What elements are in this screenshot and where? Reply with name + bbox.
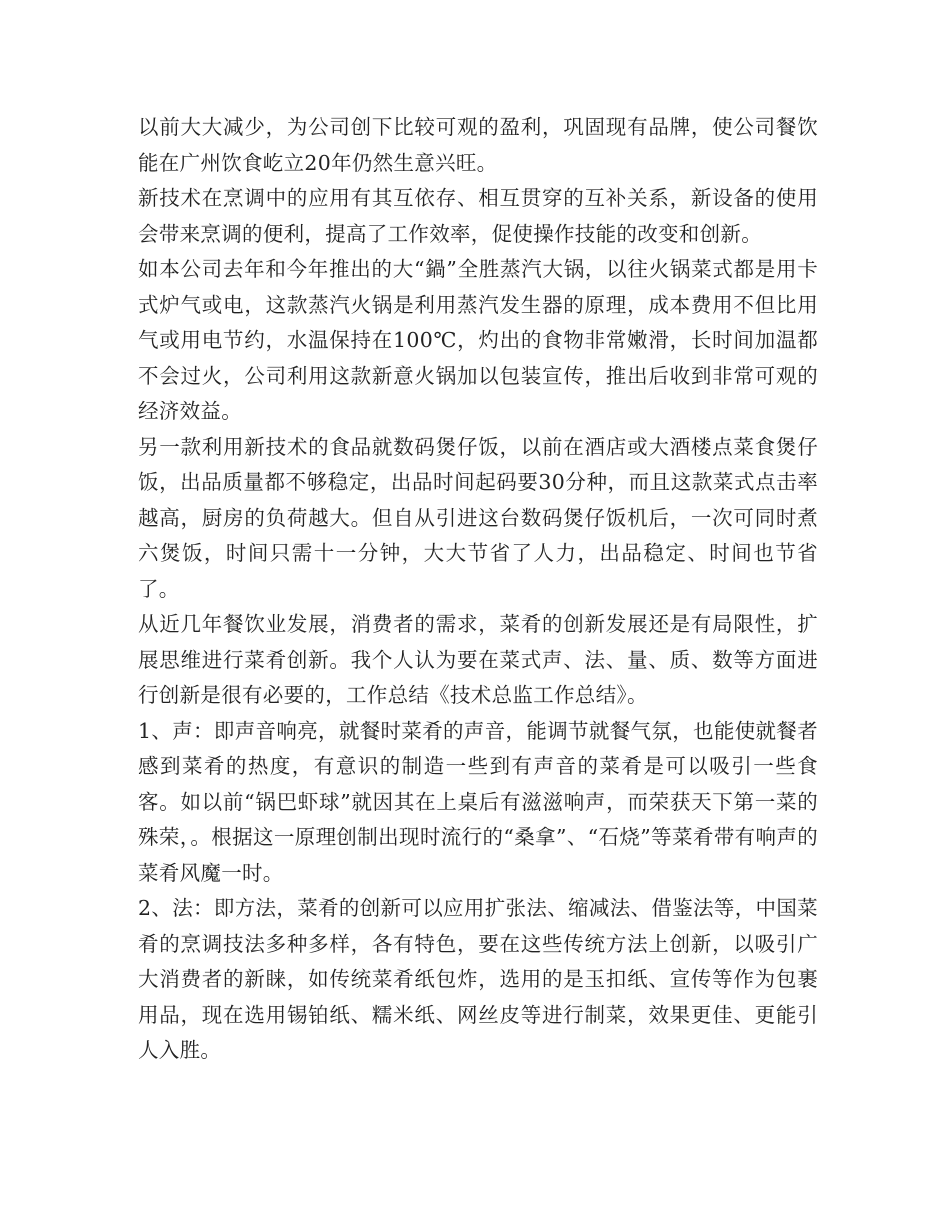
paragraph-5: 从近几年餐饮业发展，消费者的需求，菜肴的创新发展还是有局限性，扩展思维进行菜肴创新。我个人认为要在菜式声、法、量、质、数等方面进行创新是很有必要的，工作总结《技术总监工作总结》。: [138, 612, 818, 707]
paragraph-3: 如本公司去年和今年推出的大“鍋”全胜蒸汽大锅，以往火锅菜式都是用卡式炉气或电，这款蒸汽火锅是利用蒸汽发生器的原理，成本费用不但比用气或用电节约，水温保持在100℃，灼出的食物非常嫩滑，长时间加温都不会过火，公司利用这款新意火锅加以包装宣传，推出后收到非常可观的经济效益。: [138, 257, 818, 423]
paragraph-2: 新技术在烹调中的应用有其互依存、相互贯穿的互补关系，新设备的使用会带来烹调的便利，提高了工作效率，促使操作技能的改变和创新。: [138, 186, 818, 246]
paragraph-4: 另一款利用新技术的食品就数码煲仔饭，以前在酒店或大酒楼点菜食煲仔饭，出品质量都不够稳定，出品时间起码要30分种，而且这款菜式点击率越高，厨房的负荷越大。但自从引进这台数码煲仔饭机后，一次可同时煮六煲饭，时间只需十一分钟，大大节省了人力，出品稳定、时间也节省了。: [138, 434, 818, 601]
document-body: [138, 110, 818, 1069]
paragraph-7: 2、法：即方法，菜肴的创新可以应用扩张法、缩减法、借鉴法等，中国菜肴的烹调技法多种多样，各有特色，要在这些传统方法上创新，以吸引广大消费者的新睐，如传统菜肴纸包炸，选用的是玉扣纸、宣传等作为包裹用品，现在选用锡铂纸、糯米纸、网丝皮等进行制菜，效果更佳、更能引人入胜。: [138, 896, 818, 1062]
paragraph-6: 1、声：即声音响亮，就餐时菜肴的声音，能调节就餐气氛，也能使就餐者感到菜肴的热度，有意识的制造一些到有声音的菜肴是可以吸引一些食客。如以前“锅巴虾球”就因其在上桌后有滋滋响声，而荣获天下第一菜的殊荣，。根据这一原理创制出现时流行的“桑拿”、“石烧”等菜肴带有响声的菜肴风魔一时。: [138, 718, 818, 885]
paragraph-1: 以前大大减少，为公司创下比较可观的盈利，巩固现有品牌，使公司餐饮能在广州饮食屹立20年仍然生意兴旺。: [138, 115, 818, 175]
